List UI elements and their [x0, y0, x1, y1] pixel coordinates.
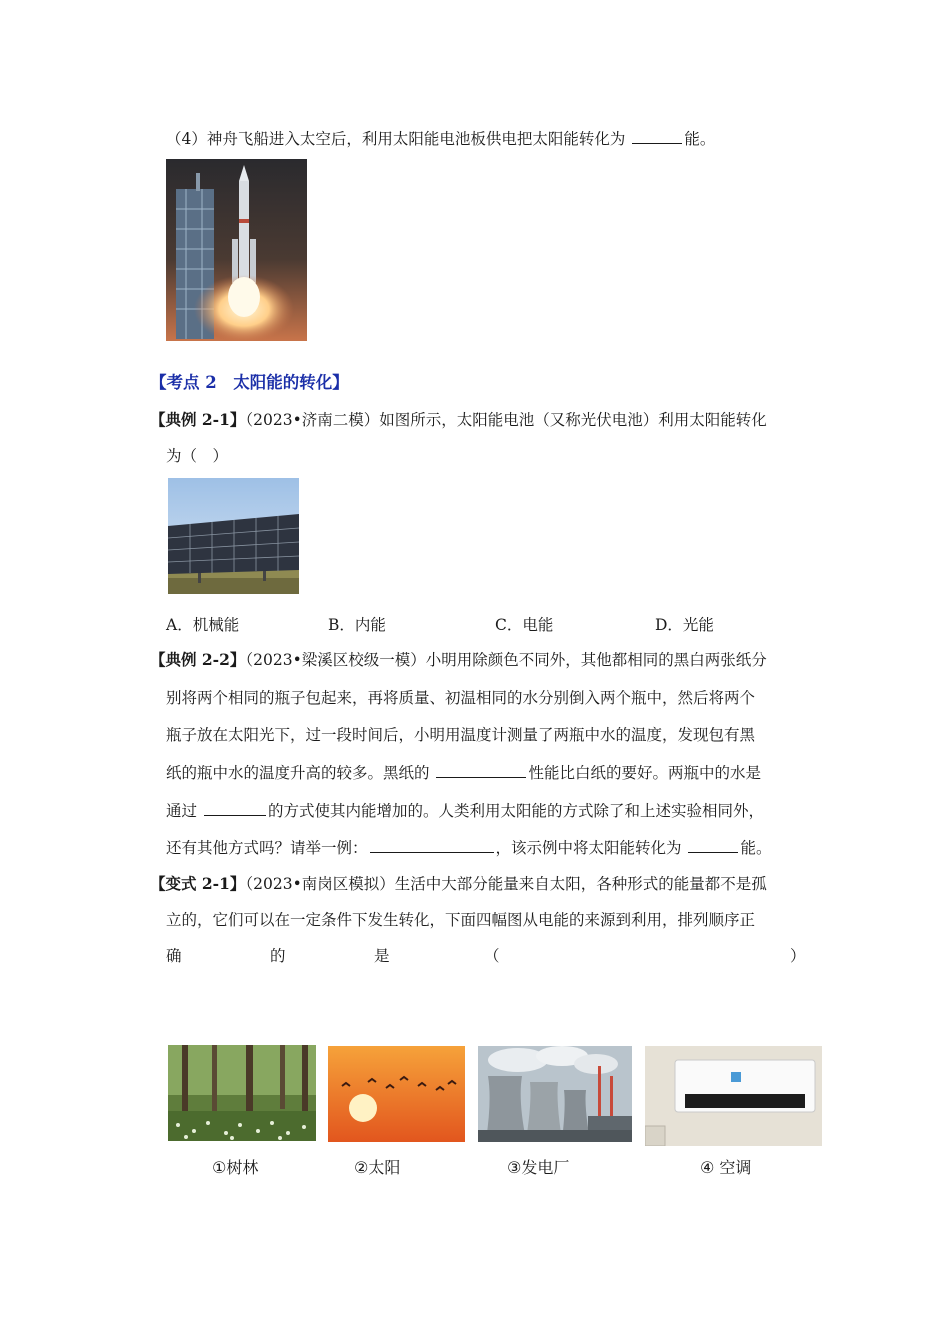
example-2-2-text-4b: 性能比白纸的要好。两瓶中的水是 — [528, 764, 761, 782]
variant-2-1-line-3d: （ — [484, 947, 500, 965]
variant-2-1-line-2: 立的，它们可以在一定条件下发生转化，下面四幅图从电能的来源到利用，排列顺序正 — [166, 911, 756, 929]
option-d[interactable]: D．光能 — [655, 616, 714, 634]
example-2-2-text-5b: 的方式使其内能增加的。人类利用太阳能的方式除了和上述实验相同外， — [267, 802, 764, 820]
air-conditioner-image — [645, 1046, 822, 1146]
caption-sun: ②太阳 — [354, 1158, 401, 1177]
variant-2-1-tag: 【变式 2-1】 — [150, 874, 246, 893]
example-2-2-line-2: 别将两个相同的瓶子包起来，再将质量、初温相同的水分别倒入两个瓶中，然后将两个 — [166, 689, 756, 707]
example-2-1-line-2: 为（ ） — [166, 447, 229, 465]
answer-blank[interactable] — [688, 836, 738, 853]
example-2-2-line-1 — [150, 649, 767, 671]
question-4-text: （4）神舟飞船进入太空后，利用太阳能电池板供电把太阳能转化为 — [166, 130, 626, 148]
question-4-suffix: 能。 — [684, 130, 716, 148]
option-b[interactable]: B．内能 — [328, 616, 386, 634]
variant-2-1-line-3e: ） — [790, 947, 806, 965]
example-2-2-text-5a: 通过 — [166, 802, 198, 820]
example-2-2-text-1: （2023•梁溪区校级一模）小明用除颜色不同外，其他都相同的黑白两张纸分 — [245, 651, 767, 669]
answer-blank[interactable] — [436, 761, 526, 778]
example-2-2-tag: 【典例 2-2】 — [150, 650, 246, 669]
variant-2-1-line-3b: 的 — [270, 947, 286, 965]
option-c[interactable]: C．电能 — [495, 616, 554, 634]
caption-forest: ①树林 — [212, 1158, 259, 1177]
example-2-2-line-6 — [166, 836, 771, 859]
answer-blank[interactable] — [632, 127, 682, 144]
answer-blank[interactable] — [370, 836, 494, 853]
variant-2-1-text-1: （2023•南岗区模拟）生活中大部分能量来自太阳，各种形式的能量都不是孤 — [245, 875, 767, 893]
power-plant-image — [478, 1046, 632, 1142]
caption-power-plant: ③发电厂 — [507, 1158, 570, 1177]
solar-panel-image — [168, 478, 299, 594]
example-2-2-text-4a: 纸的瓶中水的温度升高的较多。黑纸的 — [166, 764, 430, 782]
example-2-1-tag: 【典例 2-1】 — [150, 410, 246, 429]
example-2-2-line-5 — [166, 799, 764, 822]
variant-2-1-line-3c: 是 — [374, 947, 390, 965]
option-a[interactable]: A．机械能 — [166, 616, 240, 634]
question-4-line — [166, 127, 715, 150]
example-2-1-line-1 — [150, 409, 767, 431]
example-2-2-text-6c: 能。 — [740, 839, 772, 857]
forest-image — [168, 1045, 316, 1141]
example-2-2-line-4 — [166, 761, 761, 784]
example-2-2-text-6a: 还有其他方式吗？请举一例： — [166, 839, 368, 857]
answer-blank[interactable] — [204, 799, 266, 816]
example-2-2-text-6b: ，该示例中将太阳能转化为 — [495, 839, 682, 857]
example-2-1-text-1: （2023•济南二模）如图所示，太阳能电池（又称光伏电池）利用太阳能转化 — [245, 411, 767, 429]
sun-image — [328, 1046, 465, 1142]
example-2-2-line-3: 瓶子放在太阳光下，过一段时间后，小明用温度计测量了两瓶中水的温度，发现包有黑 — [166, 726, 756, 744]
variant-2-1-line-1 — [150, 873, 767, 895]
section-title: 【考点 2 太阳能的转化】 — [150, 373, 349, 392]
caption-air-conditioner: ④ 空调 — [700, 1158, 752, 1177]
rocket-launch-image — [166, 159, 307, 341]
variant-2-1-line-3a: 确 — [166, 947, 182, 965]
